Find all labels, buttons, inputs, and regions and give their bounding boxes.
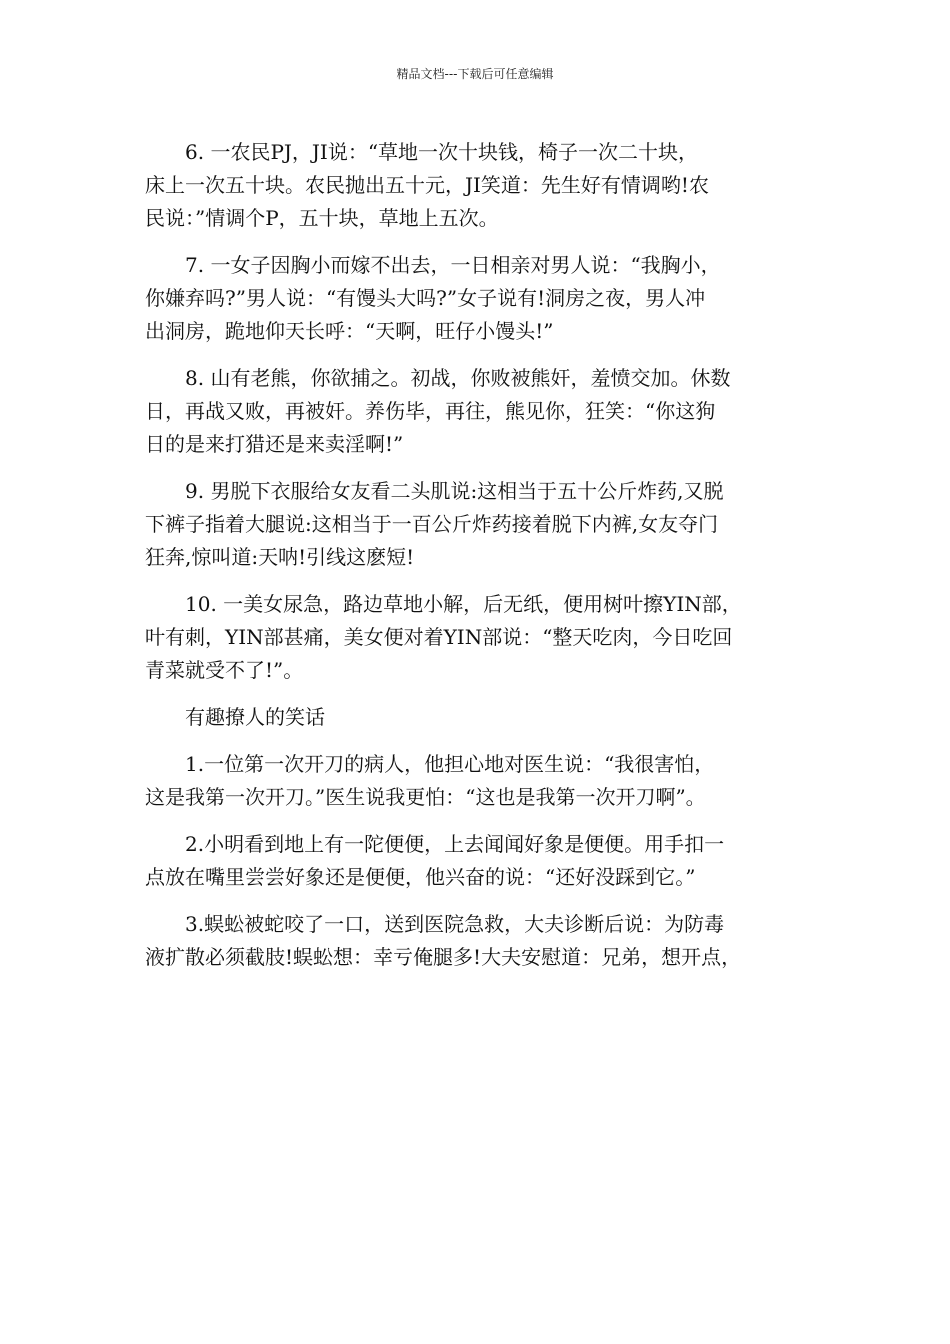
- text-line: 青菜就受不了!”。: [145, 658, 304, 682]
- text-line: 下裤子指着大腿说:这相当于一百公斤炸药接着脱下内裤,女友夺门: [145, 512, 719, 536]
- paragraph-6: [145, 136, 815, 249]
- text-line: 日，再战又败，再被奸。养伤毕，再往，熊见你，狂笑：“你这狗: [145, 399, 716, 423]
- joke-3: [145, 908, 815, 988]
- text-line: 液扩散必须截肢!蜈蚣想：幸亏俺腿多!大夫安慰道：兄弟，想开点，: [145, 945, 742, 969]
- text-line: 3.蜈蚣被蛇咬了一口，送到医院急救，大夫诊断后说：为防毒: [185, 912, 725, 936]
- text-line: 叶有刺，YIN部甚痛，美女便对着YIN部说：“整天吃肉，今日吃回: [145, 625, 733, 649]
- text-line: 8. 山有老熊，你欲捕之。初战，你败被熊奸，羞愤交加。休数: [185, 366, 731, 390]
- page-header: 精品文档---下载后可任意编辑: [396, 67, 554, 81]
- paragraph-9: [145, 475, 815, 588]
- text-line: 日的是来打猎还是来卖淫啊!”: [145, 432, 404, 456]
- text-line: 1.一位第一次开刀的病人，他担心地对医生说：“我很害怕，: [185, 752, 715, 776]
- text-line: 床上一次五十块。农民抛出五十元，JI笑道：先生好有情调哟!农: [145, 173, 709, 197]
- text-line: 狂奔,惊叫道:天呐!引线这麽短!: [145, 545, 415, 569]
- paragraph-10: [145, 588, 815, 701]
- text-line: 7. 一女子因胸小而嫁不出去，一日相亲对男人说：“我胸小，: [185, 253, 721, 277]
- text-line: 出洞房，跪地仰天长呼：“天啊，旺仔小馒头!”: [145, 319, 554, 343]
- joke-2: [145, 828, 815, 908]
- text-line: 6. 一农民PJ，JI说：“草地一次十块钱，椅子一次二十块，: [185, 140, 699, 164]
- text-line: 这是我第一次开刀。”医生说我更怕：“这也是我第一次开刀啊”。: [145, 785, 706, 809]
- text-line: 2.小明看到地上有一陀便便，上去闻闻好象是便便。用手扣一: [185, 832, 725, 856]
- section-heading: 有趣撩人的笑话: [185, 705, 325, 729]
- text-line: 你嫌弃吗?”男人说：“有馒头大吗?”女子说有!洞房之夜，男人冲: [145, 286, 706, 310]
- joke-1: [145, 748, 815, 828]
- text-line: 10. 一美女尿急，路边草地小解，后无纸，便用树叶擦YIN部，: [185, 592, 742, 616]
- document-body: [145, 136, 815, 988]
- text-line: 民说：”情调个P，五十块，草地上五次。: [145, 206, 499, 230]
- text-line: 9. 男脱下衣服给女友看二头肌说:这相当于五十公斤炸药,又脱: [185, 479, 724, 503]
- text-line: 点放在嘴里尝尝好象还是便便，他兴奋的说：“还好没踩到它。”: [145, 865, 696, 889]
- paragraph-7: [145, 249, 815, 362]
- paragraph-8: [145, 362, 815, 475]
